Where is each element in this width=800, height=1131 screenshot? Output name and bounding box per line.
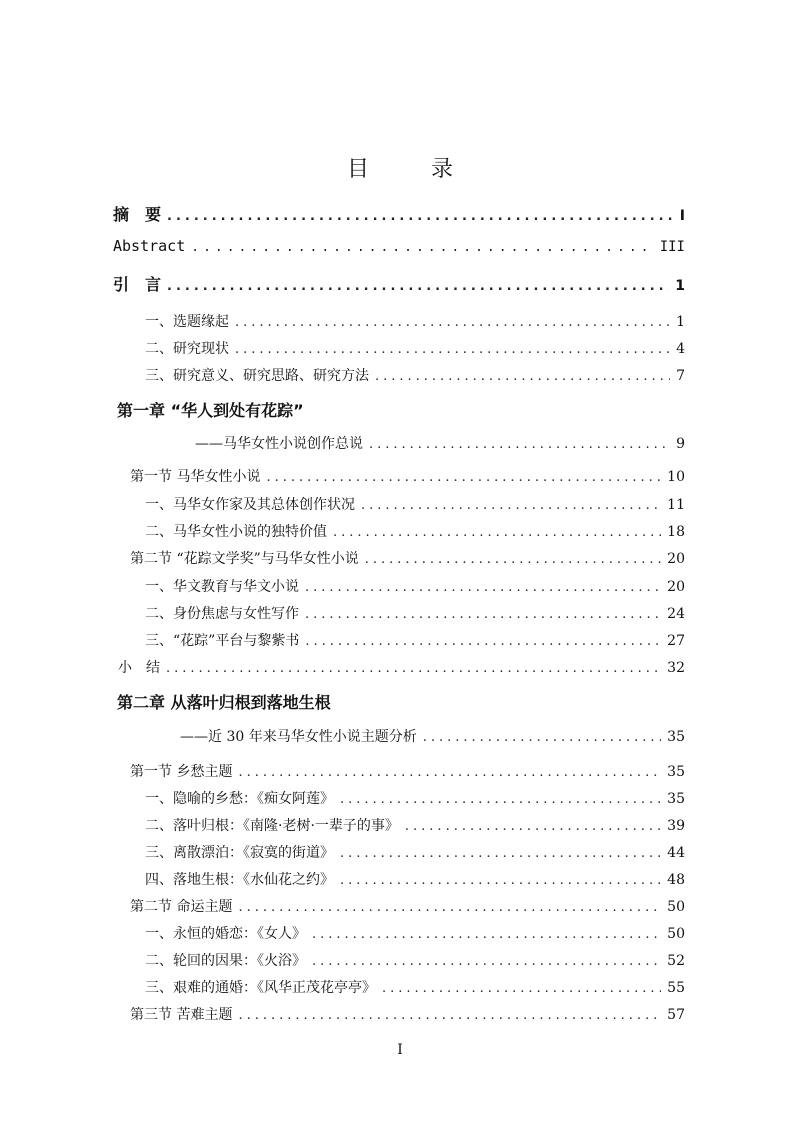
toc-entry-label: 三、研究意义、研究思路、研究方法: [145, 368, 369, 384]
toc-entry[interactable]: [145, 365, 685, 385]
leader-dots: [312, 954, 661, 969]
toc-entry-page: 27: [667, 633, 685, 649]
leader-dots: [423, 730, 661, 745]
toc-entry-page: 20: [667, 579, 685, 595]
toc-entry-chapter-subtitle[interactable]: [180, 726, 685, 746]
toc-entry[interactable]: [145, 311, 685, 331]
toc-entry-page: 48: [667, 872, 685, 888]
leader-dots: [266, 470, 661, 485]
toc-entry[interactable]: [145, 815, 685, 835]
toc-entry-page: 10: [667, 469, 685, 485]
toc-entry-label: 引 言: [113, 275, 162, 294]
leader-dots: [166, 661, 661, 676]
toc-entry[interactable]: [145, 869, 685, 889]
toc-entry-page: 9: [676, 436, 685, 452]
toc-entry[interactable]: [145, 494, 685, 514]
toc-entry-page: 57: [667, 1007, 685, 1023]
toc-entry-label: 三、艰难的通婚：《风华正茂花亭亭》: [145, 980, 376, 996]
toc-entry-abstract-en[interactable]: [113, 237, 685, 255]
toc-entry-summary[interactable]: [118, 657, 685, 677]
toc-entry-page: 18: [667, 524, 685, 540]
leader-dots: [191, 240, 653, 255]
toc-entry-label: ——近 30 年来马华女性小说主题分析: [180, 729, 417, 745]
toc-entry-page: 35: [667, 791, 685, 807]
leader-dots: [340, 846, 661, 861]
toc-entry-introduction[interactable]: [113, 272, 685, 295]
leader-dots: [340, 873, 661, 888]
toc-entry-label: ——马华女性小说创作总说: [195, 436, 363, 452]
toc-entry-page: 55: [667, 980, 685, 996]
leader-dots: [365, 552, 661, 567]
leader-dots: [305, 634, 661, 649]
leader-dots: [238, 1008, 661, 1023]
toc-entry-page: 32: [667, 660, 685, 676]
leader-dots: [305, 607, 661, 622]
toc-entry-page: 4: [676, 341, 685, 357]
toc-entry-page: I: [679, 208, 685, 224]
toc-entry-label: 摘 要: [113, 205, 162, 224]
toc-entry-page: 35: [667, 764, 685, 780]
leader-dots: [167, 279, 669, 294]
toc-entry-page: 50: [667, 899, 685, 915]
leader-dots: [375, 369, 670, 384]
toc-entry-label: 小 结: [118, 660, 160, 676]
leader-dots: [361, 498, 661, 513]
toc-entry-label: 三、“花踪”平台与黎紫书: [145, 633, 300, 649]
toc-entry[interactable]: [145, 521, 685, 541]
toc-entry[interactable]: [145, 576, 685, 596]
leader-dots: [340, 792, 661, 807]
leader-dots: [235, 315, 670, 330]
toc-entry-label: 二、落叶归根：《南隆·老树·一辈子的事》: [145, 818, 399, 834]
toc-entry-page: 39: [667, 818, 685, 834]
toc-entry-abstract-cn[interactable]: [113, 202, 685, 225]
toc-entry-page: 1: [676, 314, 685, 330]
toc-entry-page: 24: [667, 606, 685, 622]
toc-entry[interactable]: [145, 923, 685, 943]
toc-entry[interactable]: [145, 603, 685, 623]
toc-entry-page: 50: [667, 926, 685, 942]
chapter-heading[interactable]: 第二章 从落叶归根到落地生根: [117, 693, 331, 712]
toc-entry-label: 二、身份焦虑与女性写作: [145, 606, 299, 622]
toc-entry[interactable]: [145, 630, 685, 650]
toc-entry-label: 一、永恒的婚恋：《女人》: [145, 926, 306, 942]
toc-entry-section[interactable]: [130, 548, 685, 568]
toc-entry-page: 1: [675, 278, 685, 294]
leader-dots: [333, 525, 661, 540]
toc-entry-label: 一、马华女作家及其总体创作状况: [145, 497, 355, 513]
toc-entry-label: 四、落地生根：《水仙花之约》: [145, 872, 334, 888]
toc-entry-label: 二、马华女性小说的独特价值: [145, 524, 327, 540]
toc-entry[interactable]: [145, 950, 685, 970]
toc-entry-section[interactable]: [130, 466, 685, 486]
page-title: 目 录: [346, 157, 473, 182]
chapter-heading[interactable]: 第一章 “华人到处有花踪”: [117, 401, 304, 420]
toc-entry-page: 52: [667, 953, 685, 969]
leader-dots: [305, 580, 661, 595]
toc-entry-section[interactable]: [130, 761, 685, 781]
toc-entry-label: 第二节 命运主题: [130, 899, 233, 915]
page-number-footer: I: [397, 1042, 403, 1058]
toc-entry-label: 第一节 马华女性小说: [130, 469, 261, 485]
toc-entry-chapter-subtitle[interactable]: [195, 433, 685, 453]
leader-dots: [238, 900, 661, 915]
toc-entry-page: 11: [667, 497, 685, 513]
toc-entry-label: 二、轮回的因果：《火浴》: [145, 953, 306, 969]
toc-entry-label: 三、离散漂泊：《寂寞的街道》: [145, 845, 334, 861]
toc-entry[interactable]: [145, 977, 685, 997]
toc-entry-label: 一、华文教育与华文小说: [145, 579, 299, 595]
leader-dots: [312, 927, 661, 942]
toc-entry-label: 第二节 “花踪文学奖”与马华女性小说: [130, 551, 359, 567]
toc-entry[interactable]: [145, 842, 685, 862]
toc-entry-label: 一、选题缘起: [145, 314, 229, 330]
leader-dots: [167, 209, 674, 224]
toc-entry-page: 7: [676, 368, 685, 384]
leader-dots: [238, 765, 661, 780]
toc-entry-page: 35: [667, 729, 685, 745]
toc-entry-page: 20: [667, 551, 685, 567]
toc-entry-label: 一、隐喻的乡愁：《痴女阿莲》: [145, 791, 334, 807]
leader-dots: [235, 342, 670, 357]
leader-dots: [369, 437, 670, 452]
toc-entry[interactable]: [145, 338, 685, 358]
toc-entry-label: 二、研究现状: [145, 341, 229, 357]
toc-entry-page: III: [659, 239, 685, 255]
leader-dots: [405, 819, 661, 834]
leader-dots: [382, 981, 661, 996]
toc-entry-label: 第一节 乡愁主题: [130, 764, 233, 780]
toc-entry-section[interactable]: [130, 1004, 685, 1024]
toc-entry-page: 44: [667, 845, 685, 861]
toc-entry[interactable]: [145, 788, 685, 808]
toc-entry-label: Abstract: [113, 237, 186, 255]
toc-entry-label: 第三节 苦难主题: [130, 1007, 233, 1023]
toc-entry-section[interactable]: [130, 896, 685, 916]
